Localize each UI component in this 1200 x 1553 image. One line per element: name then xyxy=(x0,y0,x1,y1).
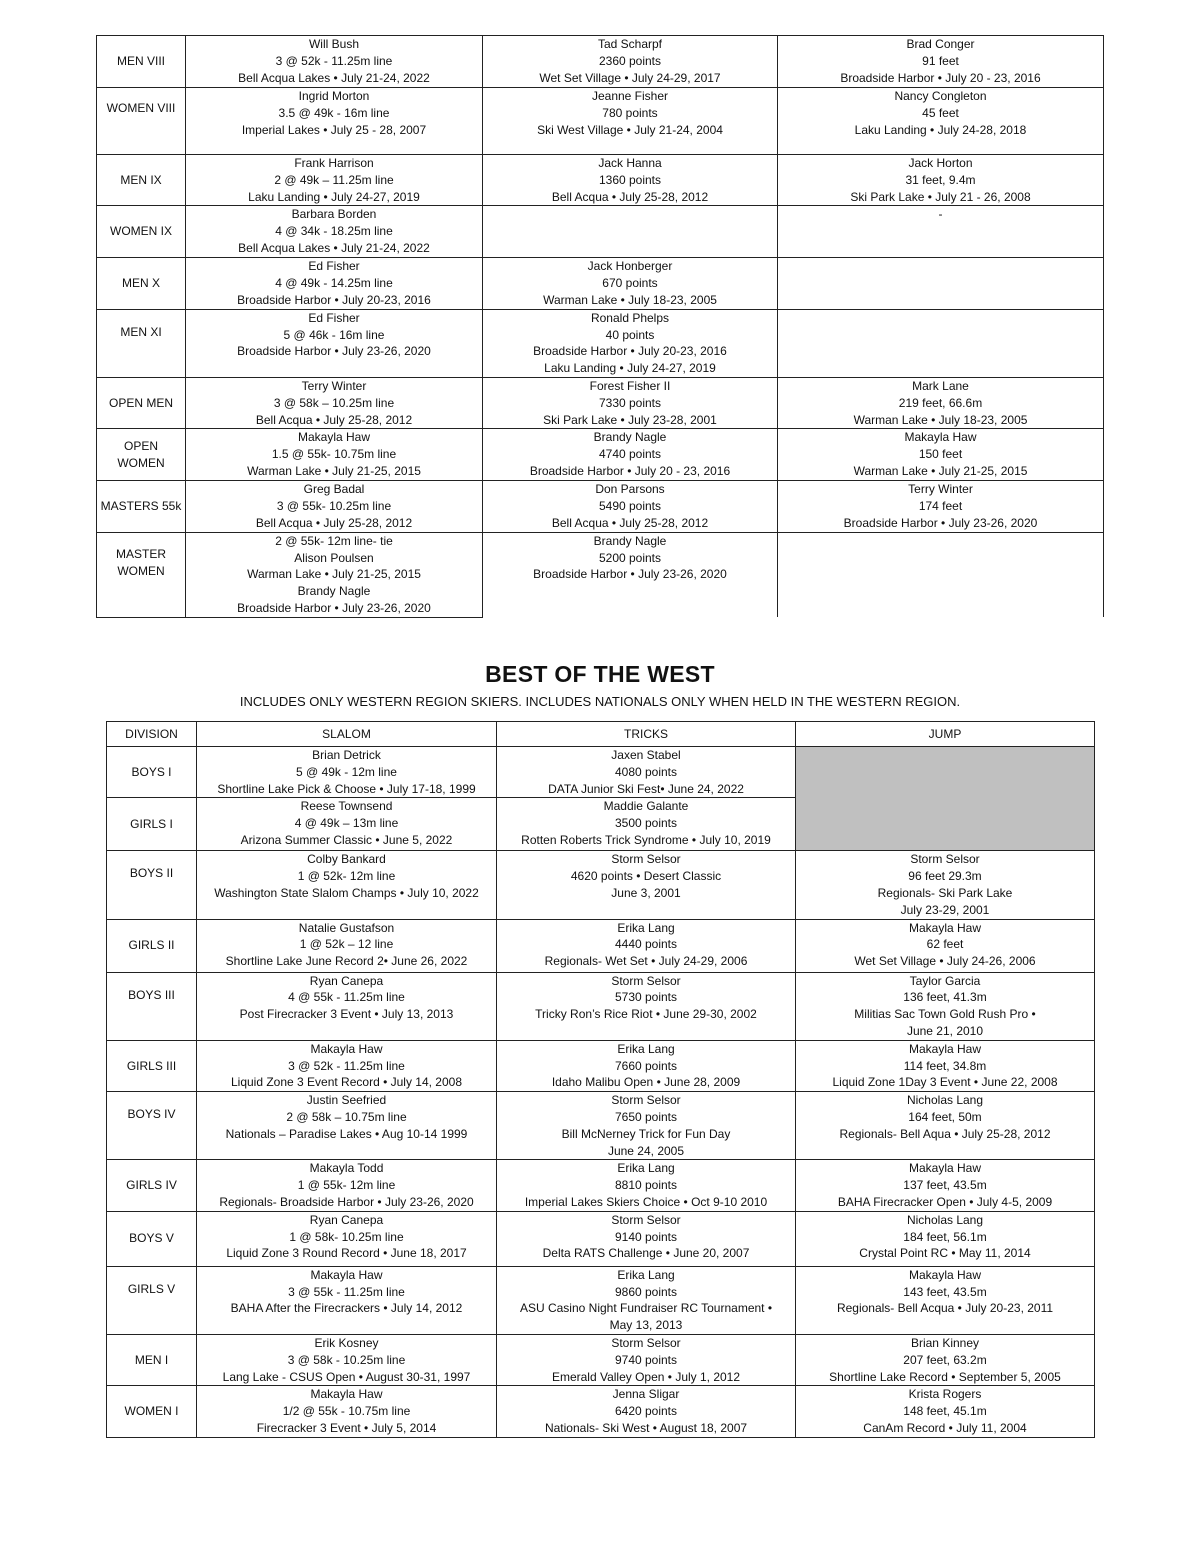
jump-record-cell: Storm Selsor 96 feet 29.3m Regionals- Ski Park Lake July 23-29, 2001 xyxy=(796,851,1095,919)
table-row xyxy=(107,747,1095,798)
tricks-record-cell: Ronald Phelps 40 points Broadside Harbor • July 20-23, 2016 Laku Landing • July 24-27, 2019 xyxy=(483,309,778,377)
slalom-record-cell: 2 @ 55k- 12m line- tie Alison Poulsen Warman Lake • July 21-25, 2015 Brandy Nagle Broadside Harbor • July 23-26, 2020 xyxy=(186,532,483,617)
table-row xyxy=(97,377,1104,428)
tricks-record-cell: Storm Selsor 9140 points Delta RATS Challenge • June 20, 2007 xyxy=(497,1211,796,1266)
tricks-record-cell: Tad Scharpf 2360 points Wet Set Village • July 24-29, 2017 xyxy=(483,36,778,88)
jump-record-cell: Nicholas Lang 184 feet, 56.1m Crystal Point RC • May 11, 2014 xyxy=(796,1211,1095,1266)
jump-record-cell: Makayla Haw 114 feet, 34.8m Liquid Zone 1Day 3 Event • June 22, 2008 xyxy=(796,1040,1095,1091)
slalom-record-cell: Makayla Todd 1 @ 55k- 12m line Regionals- Broadside Harbor • July 23-26, 2020 xyxy=(197,1160,497,1211)
slalom-record-cell: Natalie Gustafson 1 @ 52k – 12 line Shortline Lake June Record 2• June 26, 2022 xyxy=(197,919,497,972)
jump-record-cell: Brad Conger 91 feet Broadside Harbor • July 20 - 23, 2016 xyxy=(778,36,1104,88)
division-cell: MEN IX xyxy=(97,155,186,206)
slalom-record-cell: Erik Kosney 3 @ 58k - 10.25m line Lang Lake - CSUS Open • August 30-31, 1997 xyxy=(197,1334,497,1385)
senior-records-table xyxy=(96,35,1104,618)
jump-record-cell: Makayla Haw 143 feet, 43.5m Regionals- Bell Acqua • July 20-23, 2011 xyxy=(796,1266,1095,1334)
jump-record-cell xyxy=(778,532,1104,617)
section-subtitle: INCLUDES ONLY WESTERN REGION SKIERS. INCLUDES NATIONALS ONLY WHEN HELD IN THE WESTERN REGION. xyxy=(239,694,961,709)
jump-record-cell: Makayla Haw 137 feet, 43.5m BAHA Firecracker Open • July 4-5, 2009 xyxy=(796,1160,1095,1211)
division-cell: BOYS IV xyxy=(107,1092,197,1160)
table-row xyxy=(97,155,1104,206)
slalom-record-cell: Brian Detrick 5 @ 49k - 12m line Shortline Lake Pick & Choose • July 17-18, 1999 xyxy=(197,747,497,798)
tricks-record-cell: Jack Hanna 1360 points Bell Acqua • July 25-28, 2012 xyxy=(483,155,778,206)
jump-record-cell: Nicholas Lang 164 feet, 50m Regionals- Bell Aqua • July 25-28, 2012 xyxy=(796,1092,1095,1160)
division-cell: BOYS V xyxy=(107,1211,197,1266)
table-row xyxy=(97,206,1104,258)
jump-not-applicable-cell xyxy=(796,747,1095,851)
table-row xyxy=(107,1092,1095,1160)
slalom-record-cell: Barbara Borden 4 @ 34k - 18.25m line Bell Acqua Lakes • July 21-24, 2022 xyxy=(186,206,483,258)
table-header-row xyxy=(107,722,1095,747)
jump-record-cell xyxy=(778,309,1104,377)
table-row xyxy=(97,429,1104,481)
tricks-record-cell: Erika Lang 9860 points ASU Casino Night Fundraiser RC Tournament • May 13, 2013 xyxy=(497,1266,796,1334)
jump-record-cell: Nancy Congleton 45 feet Laku Landing • July 24-28, 2018 xyxy=(778,88,1104,155)
tricks-record-cell: Forest Fisher II 7330 points Ski Park Lake • July 23-28, 2001 xyxy=(483,377,778,428)
slalom-record-cell: Colby Bankard 1 @ 52k- 12m line Washington State Slalom Champs • July 10, 2022 xyxy=(197,851,497,919)
division-cell: OPEN WOMEN xyxy=(97,429,186,481)
jump-record-cell: Jack Horton 31 feet, 9.4m Ski Park Lake • July 21 - 26, 2008 xyxy=(778,155,1104,206)
division-cell: MEN XI xyxy=(97,309,186,377)
jump-record-cell: Makayla Haw 62 feet Wet Set Village • July 24-26, 2006 xyxy=(796,919,1095,972)
slalom-record-cell: Makayla Haw 3 @ 55k - 11.25m line BAHA After the Firecrackers • July 14, 2012 xyxy=(197,1266,497,1334)
table-row xyxy=(97,258,1104,309)
jump-record-cell: Terry Winter 174 feet Broadside Harbor • July 23-26, 2020 xyxy=(778,481,1104,532)
table-row xyxy=(107,1160,1095,1211)
division-cell: OPEN MEN xyxy=(97,377,186,428)
table-row xyxy=(97,309,1104,377)
tricks-record-cell: Brandy Nagle 4740 points Broadside Harbor • July 20 - 23, 2016 xyxy=(483,429,778,481)
division-cell: WOMEN IX xyxy=(97,206,186,258)
tricks-record-cell: Maddie Galante 3500 points Rotten Roberts Trick Syndrome • July 10, 2019 xyxy=(497,798,796,851)
slalom-record-cell: Will Bush 3 @ 52k - 11.25m line Bell Acqua Lakes • July 21-24, 2022 xyxy=(186,36,483,88)
jump-record-cell: Brian Kinney 207 feet, 63.2m Shortline Lake Record • September 5, 2005 xyxy=(796,1334,1095,1385)
division-cell: MEN VIII xyxy=(97,36,186,88)
tricks-record-cell: Storm Selsor 9740 points Emerald Valley Open • July 1, 2012 xyxy=(497,1334,796,1385)
tricks-record-cell: Jack Honberger 670 points Warman Lake • July 18-23, 2005 xyxy=(483,258,778,309)
tricks-record-cell xyxy=(483,206,778,258)
tricks-record-cell: Don Parsons 5490 points Bell Acqua • July 25-28, 2012 xyxy=(483,481,778,532)
column-header-jump: JUMP xyxy=(796,722,1095,747)
table-row xyxy=(97,36,1104,88)
table-row xyxy=(107,1211,1095,1266)
section-title: BEST OF THE WEST xyxy=(485,661,715,687)
table-row xyxy=(107,972,1095,1040)
slalom-record-cell: Ryan Canepa 4 @ 55k - 11.25m line Post Firecracker 3 Event • July 13, 2013 xyxy=(197,972,497,1040)
table-row xyxy=(107,1266,1095,1334)
division-cell: GIRLS IV xyxy=(107,1160,197,1211)
division-cell: GIRLS II xyxy=(107,919,197,972)
division-cell: GIRLS III xyxy=(107,1040,197,1091)
table-row xyxy=(97,532,1104,617)
division-cell: GIRLS V xyxy=(107,1266,197,1334)
slalom-record-cell: Justin Seefried 2 @ 58k – 10.75m line Nationals – Paradise Lakes • Aug 10-14 1999 xyxy=(197,1092,497,1160)
slalom-record-cell: Reese Townsend 4 @ 49k – 13m line Arizona Summer Classic • June 5, 2022 xyxy=(197,798,497,851)
division-cell: BOYS II xyxy=(107,851,197,919)
division-cell: BOYS I xyxy=(107,747,197,798)
tricks-record-cell: Jaxen Stabel 4080 points DATA Junior Ski Fest• June 24, 2022 xyxy=(497,747,796,798)
slalom-record-cell: Greg Badal 3 @ 55k- 10.25m line Bell Acqua • July 25-28, 2012 xyxy=(186,481,483,532)
slalom-record-cell: Frank Harrison 2 @ 49k – 11.25m line Laku Landing • July 24-27, 2019 xyxy=(186,155,483,206)
tricks-record-cell: Storm Selsor 4620 points • Desert Classic June 3, 2001 xyxy=(497,851,796,919)
column-header-division: DIVISION xyxy=(107,722,197,747)
division-cell: WOMEN VIII xyxy=(97,88,186,155)
division-cell: BOYS III xyxy=(107,972,197,1040)
jump-record-cell: Taylor Garcia 136 feet, 41.3m Militias Sac Town Gold Rush Pro • June 21, 2010 xyxy=(796,972,1095,1040)
jump-record-cell xyxy=(778,258,1104,309)
tricks-record-cell: Brandy Nagle 5200 points Broadside Harbor • July 23-26, 2020 xyxy=(483,532,778,617)
best-of-west-table xyxy=(106,721,1095,1438)
division-cell: MASTERS 55k xyxy=(97,481,186,532)
slalom-record-cell: Ed Fisher 5 @ 46k - 16m line Broadside Harbor • July 23-26, 2020 xyxy=(186,309,483,377)
tricks-record-cell: Storm Selsor 7650 points Bill McNerney Trick for Fun Day June 24, 2005 xyxy=(497,1092,796,1160)
jump-record-cell: Mark Lane 219 feet, 66.6m Warman Lake • July 18-23, 2005 xyxy=(778,377,1104,428)
slalom-record-cell: Ryan Canepa 1 @ 58k- 10.25m line Liquid Zone 3 Round Record • June 18, 2017 xyxy=(197,1211,497,1266)
slalom-record-cell: Ed Fisher 4 @ 49k - 14.25m line Broadside Harbor • July 20-23, 2016 xyxy=(186,258,483,309)
division-cell: MEN I xyxy=(107,1334,197,1385)
division-cell: MASTER WOMEN xyxy=(97,532,186,617)
tricks-record-cell: Erika Lang 7660 points Idaho Malibu Open • June 28, 2009 xyxy=(497,1040,796,1091)
slalom-record-cell: Makayla Haw 1.5 @ 55k- 10.75m line Warman Lake • July 21-25, 2015 xyxy=(186,429,483,481)
slalom-record-cell: Makayla Haw 3 @ 52k - 11.25m line Liquid Zone 3 Event Record • July 14, 2008 xyxy=(197,1040,497,1091)
slalom-record-cell: Makayla Haw 1/2 @ 55k - 10.75m line Firecracker 3 Event • July 5, 2014 xyxy=(197,1386,497,1438)
division-cell: WOMEN I xyxy=(107,1386,197,1438)
tricks-record-cell: Jenna Sligar 6420 points Nationals- Ski West • August 18, 2007 xyxy=(497,1386,796,1438)
table-row xyxy=(107,1334,1095,1385)
table-row xyxy=(107,851,1095,919)
jump-record-cell: Makayla Haw 150 feet Warman Lake • July 21-25, 2015 xyxy=(778,429,1104,481)
slalom-record-cell: Ingrid Morton 3.5 @ 49k - 16m line Imperial Lakes • July 25 - 28, 2007 xyxy=(186,88,483,155)
division-cell: MEN X xyxy=(97,258,186,309)
tricks-record-cell: Storm Selsor 5730 points Tricky Ron’s Rice Riot • June 29-30, 2002 xyxy=(497,972,796,1040)
table-row xyxy=(97,481,1104,532)
table-row xyxy=(107,1040,1095,1091)
jump-record-cell: - xyxy=(778,206,1104,258)
table-row xyxy=(97,88,1104,155)
slalom-record-cell: Terry Winter 3 @ 58k – 10.25m line Bell Acqua • July 25-28, 2012 xyxy=(186,377,483,428)
tricks-record-cell: Erika Lang 8810 points Imperial Lakes Skiers Choice • Oct 9-10 2010 xyxy=(497,1160,796,1211)
table-row xyxy=(107,919,1095,972)
division-cell: GIRLS I xyxy=(107,798,197,851)
tricks-record-cell: Erika Lang 4440 points Regionals- Wet Set • July 24-29, 2006 xyxy=(497,919,796,972)
tricks-record-cell: Jeanne Fisher 780 points Ski West Village • July 21-24, 2004 xyxy=(483,88,778,155)
column-header-tricks: TRICKS xyxy=(497,722,796,747)
table-row xyxy=(107,1386,1095,1438)
jump-record-cell: Krista Rogers 148 feet, 45.1m CanAm Record • July 11, 2004 xyxy=(796,1386,1095,1438)
column-header-slalom: SLALOM xyxy=(197,722,497,747)
